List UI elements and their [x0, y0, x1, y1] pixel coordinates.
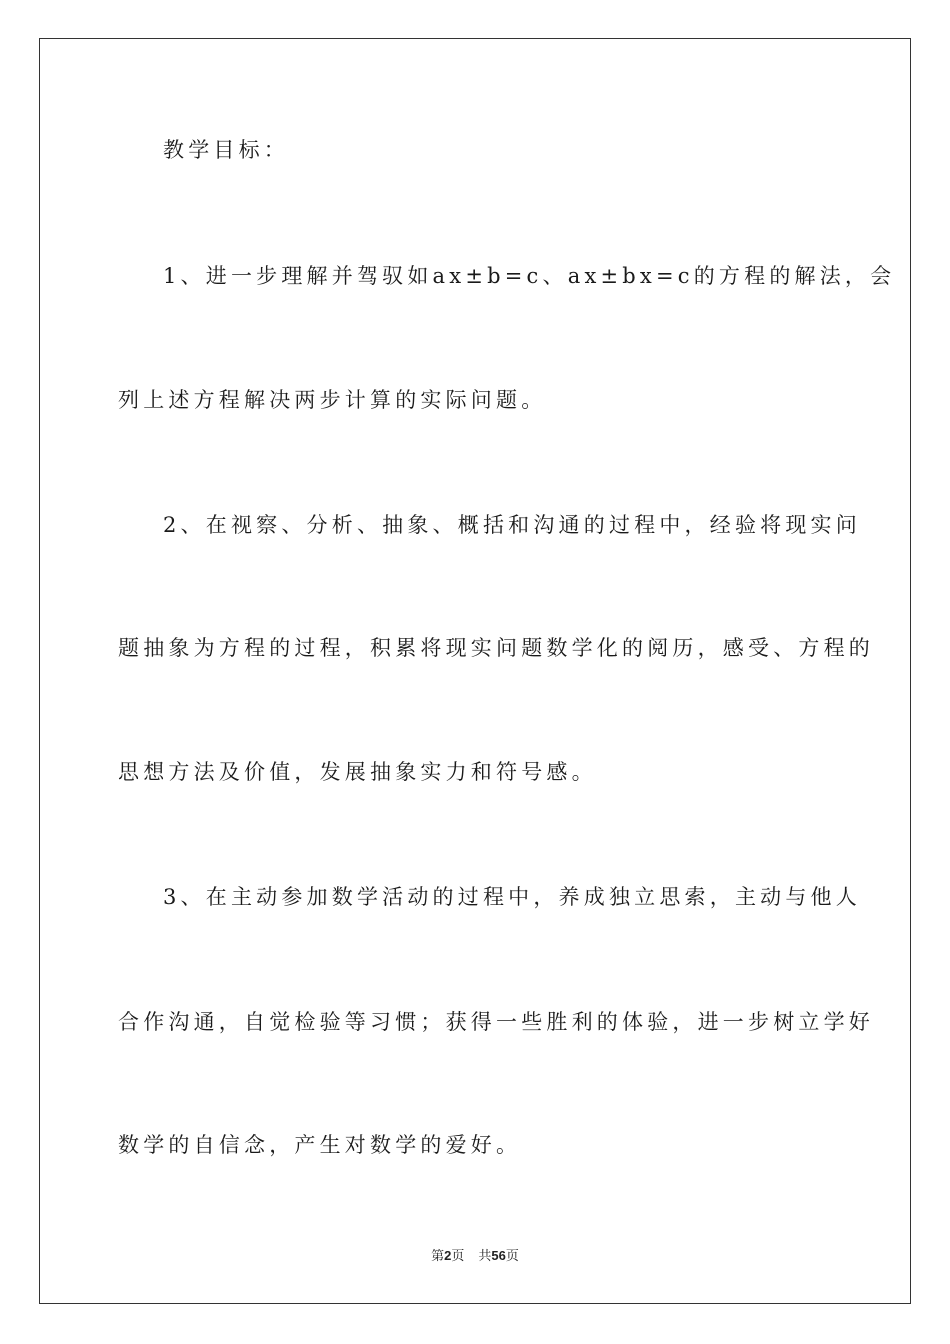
page-number: 2	[444, 1248, 452, 1263]
page-prefix: 第	[431, 1249, 445, 1264]
total-suffix: 页	[505, 1249, 519, 1264]
paragraph-1-line-2: 列上述方程解决两步计算的实际问题。	[118, 388, 547, 412]
total-prefix: 共	[478, 1249, 492, 1264]
objectives-heading: 教学目标：	[163, 138, 289, 162]
page-footer	[0, 1247, 950, 1266]
page-border	[39, 38, 911, 1304]
paragraph-2-line-3: 思想方法及价值，发展抽象实力和符号感。	[118, 760, 597, 784]
page-suffix: 页	[451, 1249, 465, 1264]
paragraph-1-line-1: 1、进一步理解并驾驭如ax±b=c、ax±bx=c的方程的解法，会	[163, 264, 896, 288]
paragraph-3-line-3: 数学的自信念，产生对数学的爱好。	[118, 1133, 522, 1157]
paragraph-2-line-1: 2、在视察、分析、抽象、概括和沟通的过程中，经验将现实问	[163, 513, 861, 537]
paragraph-2-line-2: 题抽象为方程的过程，积累将现实问题数学化的阅历，感受、方程的	[118, 636, 874, 660]
paragraph-3-line-1: 3、在主动参加数学活动的过程中，养成独立思索，主动与他人	[163, 885, 861, 909]
paragraph-3-line-2: 合作沟通，自觉检验等习惯；获得一些胜利的体验，进一步树立学好	[118, 1010, 874, 1034]
page-total: 56	[491, 1248, 506, 1263]
